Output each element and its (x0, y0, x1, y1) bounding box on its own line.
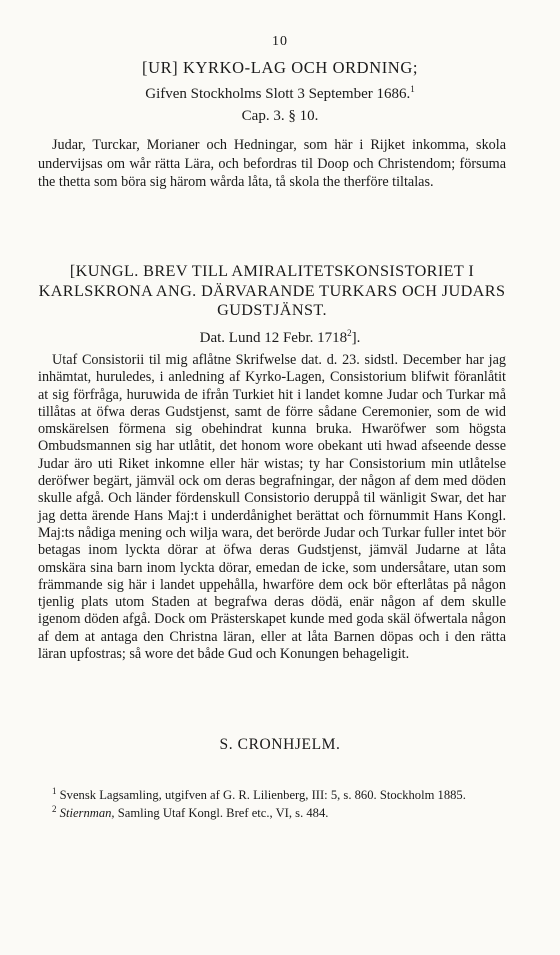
section2-body: Utaf Consistorii til mig aflåtne Skrifwelse dat. d. 23. sidstl. December har jag inhämtat, huruledes, i anledning af Kyrko-Lagen, Consistorium blifwit föranlåtit at sig förfråga, huruwida de ifrån Turkiet hit i landet komne Judar och Turkar må tillåtas at öfwa deras Gudstjenst, samt de förre sådane Ceremonier, som de wid omskärelsen förmena sig obehindrat kunna bruka. Hwaröfwer som högsta Ombudsmannen sig har utlåtit, det honom wore obekant uti hwad afseende desse Judar äro uti Riket inkomne eller här wistas; ty har Consistorium min utlåtelse deröfwer begärt, jämväl ock om deras begrafningar, der någon af dem med döden skulle afgå. Och länder fördenskull Consistorio deruppå til wänligit Swar, det har jag detta ärende Hans Maj:t i underdånighet berättat och förnummit Hans Kongl. Maj:ts nådiga mening och wilja wara, det berörde Judar och Turkar fuller intet bör betagas inom lyckta dörar at öfwa deras Gudstjenst, jämväl Judarne at låta omskära sina barn inom lyckta dörar, emedan de icke, som undersåtare, utan som främmande sig här i landet uppehålla, hwarföre dem ock bör efterlåtas på någon tjenlig plats utom Staden at begrafwa deras dödä, enär någon af dem skulle igenom döden afgå. Dock om Prästerskapet kunde med goda skäl öfwertala någon af dem at antaga den Christna läran, eller at låta Barnen döpas och i den rätta läran upfostras; så wore det både Gud och Konungen behageligit. (38, 352, 506, 663)
footnote-marker: 1 (52, 785, 57, 796)
footnote-text: Samling Utaf Kongl. Bref etc., VI, s. 484. (114, 805, 329, 820)
section1-chapter: Cap. 3. § 10. (241, 108, 319, 124)
section1-subtitle (0, 86, 560, 103)
footnotes (38, 785, 506, 823)
section2-dateline (0, 330, 560, 347)
page-number: 10 (272, 34, 288, 49)
footnote-2 (38, 803, 506, 822)
footnote-ref-2: 2 (347, 328, 352, 338)
footnote-marker: 2 (52, 803, 57, 814)
footnote-ref-1: 1 (410, 84, 415, 94)
section1-body: Judar, Turckar, Morianer och Hedningar, som här i Rijket inkomma, skola undervijsas om wår rätta Lära, och befordras til Doop och Christendom; försuma the thetta som böra sig härom wårda låta, tå skola the therföre tiltalas. (38, 137, 506, 190)
footnote-lead: Stiernman, (59, 805, 115, 820)
footnote-1 (38, 785, 506, 804)
section1-subtitle-text: Gifven Stockholms Slott 3 September 1686. (145, 86, 411, 102)
footnote-text: Svensk Lagsamling, utgifven af G. R. Lilienberg, III: 5, s. 860. Stockholm 1885. (59, 788, 466, 802)
section2-dateline-end: ]. (351, 330, 361, 346)
section2-dateline-text: Dat. Lund 12 Febr. 1718 (199, 330, 348, 346)
signature: S. CRONHJELM. (219, 736, 341, 753)
section1-title: [UR] KYRKO-LAG OCH ORDNING; (141, 58, 419, 77)
section2-title: [KUNGL. BREV TILL AMIRALITETSKONSISTORIET I KARLSKRONA ANG. DÄRVARANDE TURKARS OCH JUDARS GUDSTJÄNST. (38, 262, 506, 319)
